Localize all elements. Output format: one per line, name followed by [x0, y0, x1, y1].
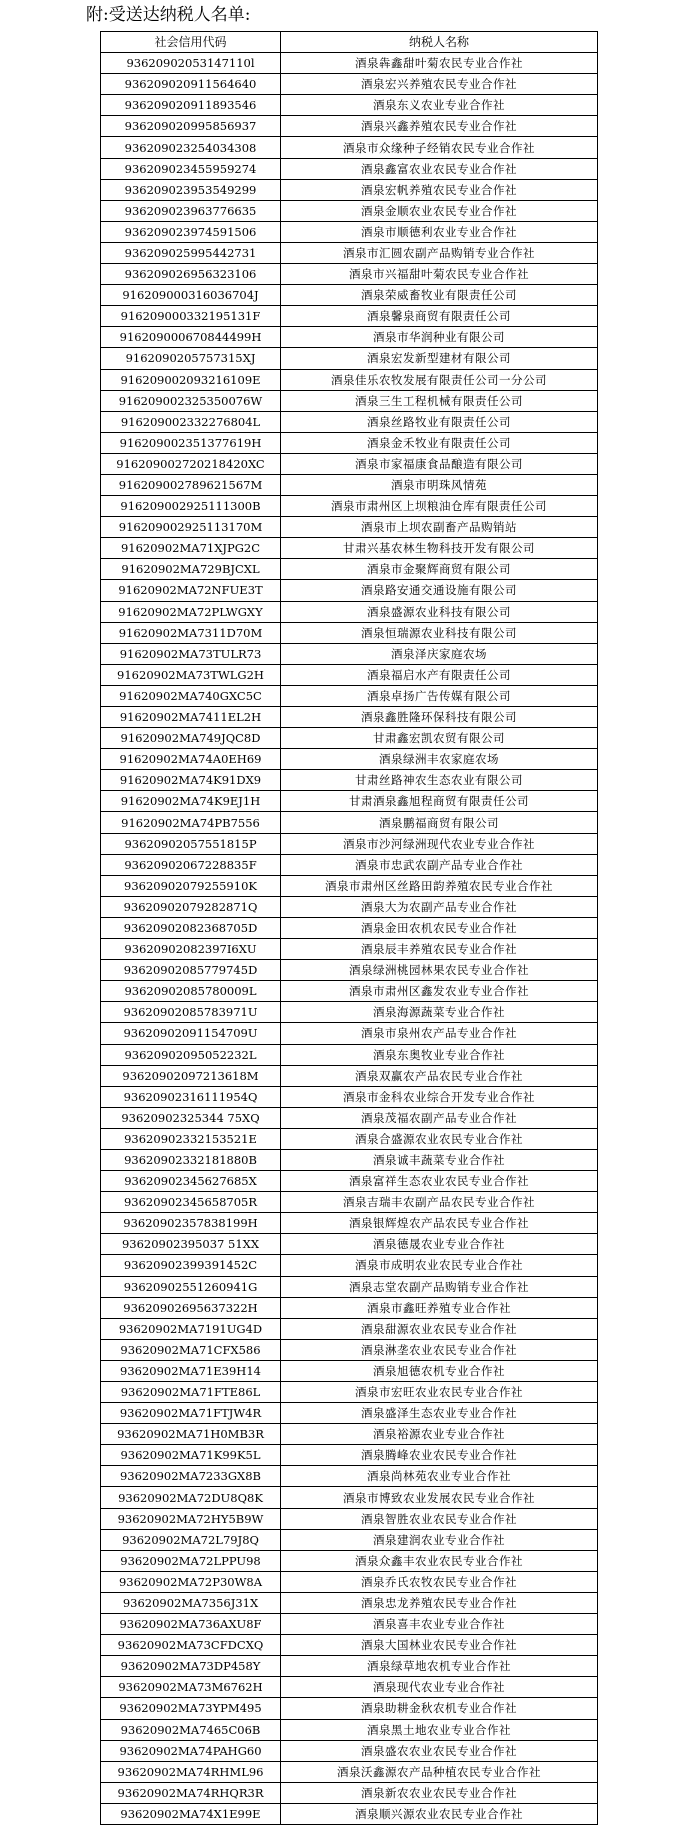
credit-code-cell: 916209002925113170M [101, 517, 281, 538]
taxpayer-name-cell: 酒泉市顺德利农业专业合作社 [281, 221, 598, 242]
table-row [101, 1339, 598, 1360]
taxpayer-name-cell: 甘肃鑫宏凯农贸有限公司 [281, 728, 598, 749]
taxpayer-name-cell: 酒泉三生工程机械有限责任公司 [281, 390, 598, 411]
table-row [101, 1740, 598, 1761]
taxpayer-name-cell: 酒泉鑫富农业农民专业合作社 [281, 158, 598, 179]
table-row [101, 369, 598, 390]
taxpayer-name-cell: 酒泉喜丰农业专业合作社 [281, 1614, 598, 1635]
taxpayer-name-cell: 酒泉腾峰农业农民专业合作社 [281, 1445, 598, 1466]
taxpayer-name-cell: 酒泉犇鑫甜叶菊农民专业合作社 [281, 53, 598, 74]
table-row [101, 200, 598, 221]
taxpayer-name-cell: 酒泉助耕金秋农机专业合作社 [281, 1698, 598, 1719]
table-row [101, 1571, 598, 1592]
table-row [101, 580, 598, 601]
table-row [101, 1803, 598, 1824]
table-row [101, 221, 598, 242]
table-row [101, 981, 598, 1002]
table-row [101, 1614, 598, 1635]
taxpayer-name-cell: 酒泉市鑫旺养殖专业合作社 [281, 1297, 598, 1318]
table-row [101, 411, 598, 432]
credit-code-cell: 91620902MA7311D70M [101, 622, 281, 643]
taxpayer-name-cell: 甘肃丝路神农生态农业有限公司 [281, 770, 598, 791]
credit-code-cell: 93620902695637322H [101, 1297, 281, 1318]
credit-code-cell: 93620902MA74RHQR3R [101, 1782, 281, 1803]
table-row [101, 1023, 598, 1044]
taxpayer-name-cell: 酒泉志堂农副产品购销专业合作社 [281, 1276, 598, 1297]
taxpayer-name-cell: 酒泉市成明农业农民专业合作社 [281, 1255, 598, 1276]
credit-code-cell: 936209023963776635 [101, 200, 281, 221]
taxpayer-name-cell: 酒泉市忠武农副产品专业合作社 [281, 854, 598, 875]
table-row [101, 538, 598, 559]
credit-code-cell: 916209000670844499H [101, 327, 281, 348]
taxpayer-name-cell: 酒泉宏兴养殖农民专业合作社 [281, 74, 598, 95]
taxpayer-name-cell: 酒泉市上坝农副畜产品购销站 [281, 517, 598, 538]
taxpayer-name-cell: 酒泉市兴福甜叶菊农民专业合作社 [281, 264, 598, 285]
taxpayer-name-cell: 酒泉市肃州区鑫发农业专业合作社 [281, 981, 598, 1002]
taxpayer-name-cell: 酒泉市泉州农产品专业合作社 [281, 1023, 598, 1044]
table-row [101, 685, 598, 706]
credit-code-cell: 91620902MA73TULR73 [101, 643, 281, 664]
credit-code-cell: 93620902MA7233GX8B [101, 1466, 281, 1487]
credit-code-cell: 91620902MA740GXC5C [101, 685, 281, 706]
table-row [101, 1403, 598, 1424]
table-row [101, 348, 598, 369]
table-row [101, 1782, 598, 1803]
taxpayer-name-cell: 酒泉辰丰养殖农民专业合作社 [281, 939, 598, 960]
taxpayer-name-cell: 酒泉绿洲丰农家庭农场 [281, 749, 598, 770]
credit-code-cell: 93620902085783971U [101, 1002, 281, 1023]
taxpayer-name-cell: 酒泉建润农业专业合作社 [281, 1529, 598, 1550]
taxpayer-name-cell: 酒泉海源蔬菜专业合作社 [281, 1002, 598, 1023]
credit-code-cell: 936209023455959274 [101, 158, 281, 179]
table-row [101, 264, 598, 285]
table-row [101, 749, 598, 770]
table-row [101, 896, 598, 917]
taxpayer-name-cell: 酒泉市家福康食品酿造有限公司 [281, 453, 598, 474]
table-row [101, 664, 598, 685]
credit-code-cell: 91620902MA74A0EH69 [101, 749, 281, 770]
taxpayer-name-cell: 酒泉宏帆养殖农民专业合作社 [281, 179, 598, 200]
table-row [101, 1677, 598, 1698]
credit-code-cell: 93620902MA71E39H14 [101, 1360, 281, 1381]
credit-code-cell: 93620902551260941G [101, 1276, 281, 1297]
credit-code-cell: 93620902MA73DP458Y [101, 1656, 281, 1677]
taxpayer-name-cell: 酒泉盛泽生态农业专业合作社 [281, 1403, 598, 1424]
credit-code-cell: 93620902082368705D [101, 917, 281, 938]
table-row [101, 1656, 598, 1677]
table-row [101, 1192, 598, 1213]
taxpayer-name-cell: 酒泉金顺农业农民专业合作社 [281, 200, 598, 221]
taxpayer-name-cell: 酒泉德晟农业专业合作社 [281, 1234, 598, 1255]
table-row [101, 390, 598, 411]
table-row [101, 1466, 598, 1487]
credit-code-cell: 936209023254034308 [101, 137, 281, 158]
credit-code-cell: 916209000332195131F [101, 306, 281, 327]
credit-code-cell: 93620902057551815P [101, 833, 281, 854]
credit-code-cell: 91620902MA74K9EJ1H [101, 791, 281, 812]
table-row [101, 1086, 598, 1107]
credit-code-cell: 93620902MA73CFDCXQ [101, 1635, 281, 1656]
table-row [101, 960, 598, 981]
taxpayer-name-cell: 酒泉市博致农业发展农民专业合作社 [281, 1487, 598, 1508]
table-row [101, 643, 598, 664]
credit-code-cell: 93620902097213618M [101, 1065, 281, 1086]
taxpayer-name-cell: 酒泉市肃州区丝路田韵养殖农民专业合作社 [281, 875, 598, 896]
credit-code-cell: 93620902395037 51XX [101, 1234, 281, 1255]
table-header-row [101, 32, 598, 53]
credit-code-cell: 93620902053147110l [101, 53, 281, 74]
table-row [101, 875, 598, 896]
credit-code-cell: 9162090205757315XJ [101, 348, 281, 369]
credit-code-cell: 93620902345658705R [101, 1192, 281, 1213]
credit-code-cell: 93620902091154709U [101, 1023, 281, 1044]
credit-code-cell: 93620902095052232L [101, 1044, 281, 1065]
table-row [101, 1529, 598, 1550]
credit-code-cell: 93620902357838199H [101, 1213, 281, 1234]
credit-code-cell: 91620902MA73TWLG2H [101, 664, 281, 685]
taxpayer-name-cell: 酒泉市华润种业有限公司 [281, 327, 598, 348]
credit-code-cell: 93620902332181880B [101, 1149, 281, 1170]
table-row [101, 559, 598, 580]
table-row [101, 1761, 598, 1782]
credit-code-cell: 93620902MA74PAHG60 [101, 1740, 281, 1761]
credit-code-cell: 93620902MA71K99K5L [101, 1445, 281, 1466]
taxpayer-name-cell: 酒泉富祥生态农业农民专业合作社 [281, 1171, 598, 1192]
taxpayer-name-cell: 酒泉市肃州区上坝粮油仓库有限责任公司 [281, 496, 598, 517]
taxpayer-name-cell: 酒泉茂福农副产品专业合作社 [281, 1107, 598, 1128]
credit-code-cell: 93620902MA73YPM495 [101, 1698, 281, 1719]
taxpayer-name-cell: 酒泉双赢农产品农民专业合作社 [281, 1065, 598, 1086]
credit-code-cell: 93620902079282871Q [101, 896, 281, 917]
taxpayer-name-cell: 酒泉尚林苑农业专业合作社 [281, 1466, 598, 1487]
credit-code-cell: 936209025995442731 [101, 242, 281, 263]
taxpayer-name-cell: 酒泉甜源农业农民专业合作社 [281, 1318, 598, 1339]
taxpayer-name-cell: 酒泉乔氏农牧农民专业合作社 [281, 1571, 598, 1592]
taxpayer-name-cell: 酒泉兴鑫养殖农民专业合作社 [281, 116, 598, 137]
taxpayer-name-cell: 酒泉市明珠风情苑 [281, 474, 598, 495]
table-row [101, 453, 598, 474]
credit-code-cell: 93620902MA71CFX586 [101, 1339, 281, 1360]
credit-code-cell: 93620902316111954Q [101, 1086, 281, 1107]
table-row [101, 1255, 598, 1276]
taxpayer-name-cell: 酒泉智胜农业农民专业合作社 [281, 1508, 598, 1529]
taxpayer-name-cell: 酒泉恒瑞源农业科技有限公司 [281, 622, 598, 643]
credit-code-cell: 91620902MA72NFUE3T [101, 580, 281, 601]
credit-code-cell: 936209020995856937 [101, 116, 281, 137]
credit-code-cell: 916209002332276804L [101, 411, 281, 432]
table-row [101, 1698, 598, 1719]
table-row [101, 1044, 598, 1065]
taxpayer-name-cell: 酒泉金禾牧业有限责任公司 [281, 432, 598, 453]
credit-code-cell: 91620902MA71XJPG2C [101, 538, 281, 559]
taxpayer-name-cell: 酒泉市金聚辉商贸有限公司 [281, 559, 598, 580]
document-title: 附:受送达纳税人名单: [86, 5, 251, 25]
table-row [101, 791, 598, 812]
header-credit-code: 社会信用代码 [101, 32, 281, 53]
credit-code-cell: 93620902332153521E [101, 1128, 281, 1149]
taxpayer-name-cell: 酒泉盛农农业农民专业合作社 [281, 1740, 598, 1761]
table-row [101, 137, 598, 158]
taxpayer-name-cell: 酒泉沃鑫源农产品种植农民专业合作社 [281, 1761, 598, 1782]
credit-code-cell: 93620902345627685X [101, 1171, 281, 1192]
taxpayer-name-cell: 酒泉卓扬广告传媒有限公司 [281, 685, 598, 706]
credit-code-cell: 93620902MA7465C06B [101, 1719, 281, 1740]
credit-code-cell: 93620902MA72HY5B9W [101, 1508, 281, 1529]
table-row [101, 1276, 598, 1297]
credit-code-cell: 93620902085779745D [101, 960, 281, 981]
taxpayer-name-cell: 酒泉泽庆家庭农场 [281, 643, 598, 664]
credit-code-cell: 916209002325350076W [101, 390, 281, 411]
taxpayer-name-cell: 酒泉路安通交通设施有限公司 [281, 580, 598, 601]
header-taxpayer-name: 纳税人名称 [281, 32, 598, 53]
table-row [101, 517, 598, 538]
credit-code-cell: 93620902MA71H0MB3R [101, 1424, 281, 1445]
taxpayer-name-cell: 酒泉鑫胜隆环保科技有限公司 [281, 707, 598, 728]
credit-code-cell: 93620902MA7356J31X [101, 1592, 281, 1613]
credit-code-cell: 91620902MA74K91DX9 [101, 770, 281, 791]
taxpayer-name-cell: 酒泉丝路牧业有限责任公司 [281, 411, 598, 432]
taxpayer-table-container [100, 31, 597, 1825]
taxpayer-name-cell: 酒泉东义农业专业合作社 [281, 95, 598, 116]
taxpayer-name-cell: 甘肃酒泉鑫旭程商贸有限责任公司 [281, 791, 598, 812]
table-row [101, 306, 598, 327]
credit-code-cell: 93620902067228835F [101, 854, 281, 875]
credit-code-cell: 91620902MA7411EL2H [101, 707, 281, 728]
credit-code-cell: 916209002925111300B [101, 496, 281, 517]
table-row [101, 327, 598, 348]
taxpayer-name-cell: 酒泉馨泉商贸有限责任公司 [281, 306, 598, 327]
credit-code-cell: 93620902MA7191UG4D [101, 1318, 281, 1339]
credit-code-cell: 91620902MA749JQC8D [101, 728, 281, 749]
table-row [101, 1635, 598, 1656]
table-row [101, 1297, 598, 1318]
taxpayer-name-cell: 酒泉市沙河绿洲现代农业专业合作社 [281, 833, 598, 854]
credit-code-cell: 93620902MA74RHML96 [101, 1761, 281, 1782]
taxpayer-name-cell: 酒泉诚丰蔬菜专业合作社 [281, 1149, 598, 1170]
taxpayer-name-cell: 酒泉绿洲桃园林果农民专业合作社 [281, 960, 598, 981]
table-row [101, 1128, 598, 1149]
taxpayer-name-cell: 酒泉市宏旺农业农民专业合作社 [281, 1382, 598, 1403]
table-row [101, 1719, 598, 1740]
taxpayer-name-cell: 酒泉金田农机农民专业合作社 [281, 917, 598, 938]
table-row [101, 95, 598, 116]
credit-code-cell: 936209023953549299 [101, 179, 281, 200]
table-row [101, 622, 598, 643]
taxpayer-name-cell: 酒泉市金科农业综合开发专业合作社 [281, 1086, 598, 1107]
credit-code-cell: 93620902079255910K [101, 875, 281, 896]
credit-code-cell: 93620902325344 75XQ [101, 1107, 281, 1128]
taxpayer-name-cell: 酒泉旭德农机专业合作社 [281, 1360, 598, 1381]
taxpayer-name-cell: 酒泉荣威畜牧业有限责任公司 [281, 285, 598, 306]
table-row [101, 432, 598, 453]
table-row [101, 1592, 598, 1613]
credit-code-cell: 93620902MA71FTE86L [101, 1382, 281, 1403]
taxpayer-name-cell: 酒泉市众缘种子经销农民专业合作社 [281, 137, 598, 158]
credit-code-cell: 93620902MA72DU8Q8K [101, 1487, 281, 1508]
table-row [101, 496, 598, 517]
table-row [101, 1149, 598, 1170]
table-row [101, 812, 598, 833]
table-row [101, 707, 598, 728]
credit-code-cell: 93620902MA73M6762H [101, 1677, 281, 1698]
taxpayer-name-cell: 酒泉盛源农业科技有限公司 [281, 601, 598, 622]
taxpayer-name-cell: 酒泉银辉煌农产品农民专业合作社 [281, 1213, 598, 1234]
taxpayer-name-cell: 酒泉绿草地农机专业合作社 [281, 1656, 598, 1677]
table-row [101, 1382, 598, 1403]
table-row [101, 728, 598, 749]
taxpayer-name-cell: 酒泉合盛源农业农民专业合作社 [281, 1128, 598, 1149]
credit-code-cell: 93620902085780009L [101, 981, 281, 1002]
table-row [101, 1002, 598, 1023]
table-row [101, 917, 598, 938]
table-row [101, 1550, 598, 1571]
taxpayer-name-cell: 酒泉众鑫丰农业农民专业合作社 [281, 1550, 598, 1571]
credit-code-cell: 93620902MA74X1E99E [101, 1803, 281, 1824]
credit-code-cell: 936209023974591506 [101, 221, 281, 242]
credit-code-cell: 93620902MA72L79J8Q [101, 1529, 281, 1550]
credit-code-cell: 916209002351377619H [101, 432, 281, 453]
taxpayer-name-cell: 酒泉吉瑞丰农副产品农民专业合作社 [281, 1192, 598, 1213]
taxpayer-name-cell: 酒泉裕源农业专业合作社 [281, 1424, 598, 1445]
credit-code-cell: 916209000316036704J [101, 285, 281, 306]
table-row [101, 242, 598, 263]
taxpayer-name-cell: 酒泉福启水产有限责任公司 [281, 664, 598, 685]
credit-code-cell: 916209002720218420XC [101, 453, 281, 474]
table-row [101, 833, 598, 854]
taxpayer-name-cell: 酒泉鹏福商贸有限公司 [281, 812, 598, 833]
table-row [101, 474, 598, 495]
taxpayer-name-cell: 酒泉忠龙养殖农民专业合作社 [281, 1592, 598, 1613]
table-row [101, 53, 598, 74]
credit-code-cell: 91620902MA72PLWGXY [101, 601, 281, 622]
taxpayer-name-cell: 酒泉大国林业农民专业合作社 [281, 1635, 598, 1656]
credit-code-cell: 916209002093216109E [101, 369, 281, 390]
table-row [101, 158, 598, 179]
taxpayer-name-cell: 酒泉顺兴源农业农民专业合作社 [281, 1803, 598, 1824]
table-row [101, 1318, 598, 1339]
table-row [101, 601, 598, 622]
taxpayer-name-cell: 酒泉东奥牧业专业合作社 [281, 1044, 598, 1065]
table-row [101, 1213, 598, 1234]
table-body [101, 53, 598, 1825]
credit-code-cell: 93620902MA72P30W8A [101, 1571, 281, 1592]
table-row [101, 1508, 598, 1529]
credit-code-cell: 91620902MA729BJCXL [101, 559, 281, 580]
table-row [101, 285, 598, 306]
table-row [101, 1487, 598, 1508]
table-row [101, 939, 598, 960]
table-row [101, 179, 598, 200]
credit-code-cell: 93620902MA71FTJW4R [101, 1403, 281, 1424]
taxpayer-name-cell: 酒泉大为农副产品专业合作社 [281, 896, 598, 917]
table-row [101, 1234, 598, 1255]
credit-code-cell: 936209020911893546 [101, 95, 281, 116]
taxpayer-name-cell: 酒泉现代农业专业合作社 [281, 1677, 598, 1698]
taxpayer-table [100, 31, 598, 1825]
table-row [101, 1065, 598, 1086]
credit-code-cell: 936209026956323106 [101, 264, 281, 285]
table-row [101, 854, 598, 875]
table-row [101, 116, 598, 137]
credit-code-cell: 916209002789621567M [101, 474, 281, 495]
table-row [101, 770, 598, 791]
credit-code-cell: 93620902399391452C [101, 1255, 281, 1276]
table-row [101, 1424, 598, 1445]
credit-code-cell: 91620902MA74PB7556 [101, 812, 281, 833]
table-row [101, 1171, 598, 1192]
table-row [101, 74, 598, 95]
table-row [101, 1107, 598, 1128]
credit-code-cell: 93620902MA736AXU8F [101, 1614, 281, 1635]
table-row [101, 1445, 598, 1466]
taxpayer-name-cell: 酒泉宏发新型建材有限公司 [281, 348, 598, 369]
taxpayer-name-cell: 酒泉佳乐农牧发展有限责任公司一分公司 [281, 369, 598, 390]
taxpayer-name-cell: 酒泉新农农业农民专业合作社 [281, 1782, 598, 1803]
credit-code-cell: 93620902082397I6XU [101, 939, 281, 960]
credit-code-cell: 93620902MA72LPPU98 [101, 1550, 281, 1571]
taxpayer-name-cell: 酒泉淋垄农业农民专业合作社 [281, 1339, 598, 1360]
taxpayer-name-cell: 酒泉黑土地农业专业合作社 [281, 1719, 598, 1740]
taxpayer-name-cell: 酒泉市汇圆农副产品购销专业合作社 [281, 242, 598, 263]
table-row [101, 1360, 598, 1381]
credit-code-cell: 936209020911564640 [101, 74, 281, 95]
taxpayer-name-cell: 甘肃兴基农林生物科技开发有限公司 [281, 538, 598, 559]
